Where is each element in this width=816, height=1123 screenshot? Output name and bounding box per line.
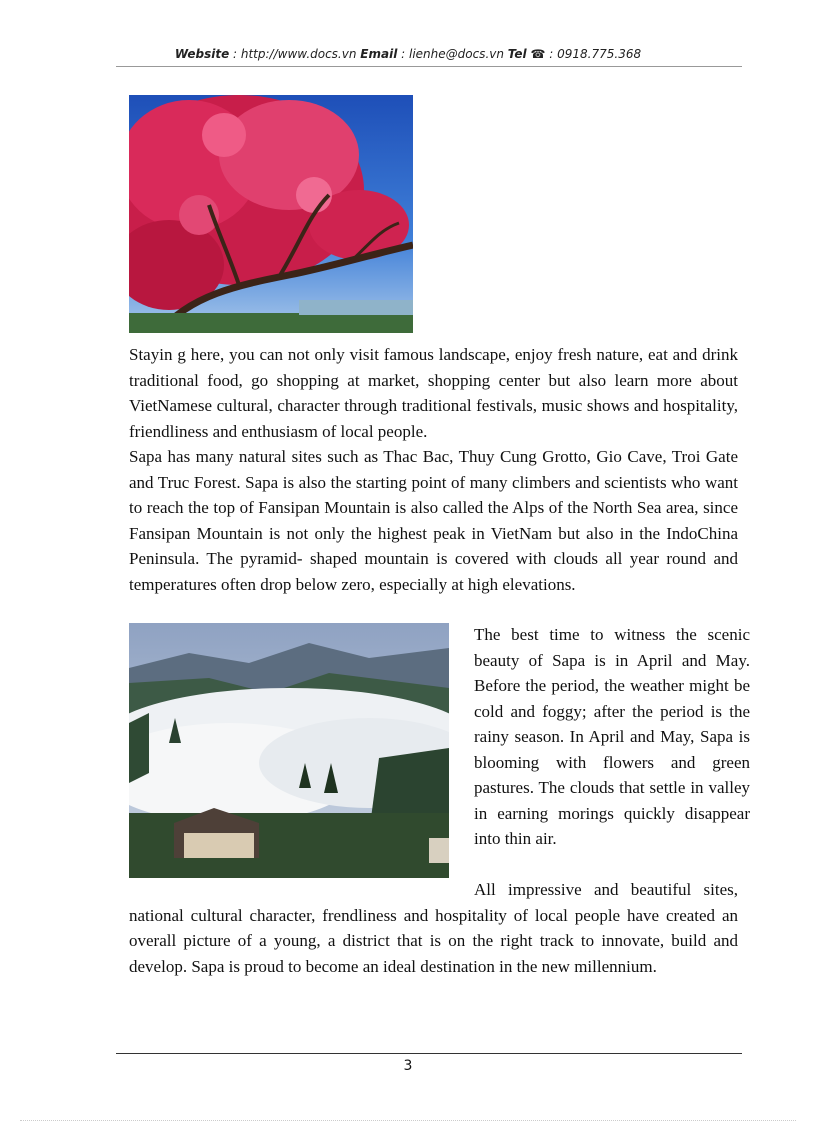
conclusion-text-block — [129, 877, 738, 979]
website-value: : http://www.docs.vn — [229, 47, 361, 61]
page-number: 3 — [403, 1058, 413, 1074]
tel-label: Tel — [507, 47, 527, 61]
paragraph-conclusion: All impressive and beautiful sites, national cultural character, frendliness and hospitality of local people have created an overall picture of a young, a district that is on the right track to innovate, build and develop. Sapa is proud to become an ideal destination in the new millennium. — [129, 880, 738, 976]
email-label: Email — [360, 47, 398, 61]
paragraph-staying: Stayin g here, you can not only visit famous landscape, enjoy fresh nature, eat and drink traditional food, go shopping at market, shopping center but also learn more about VietNamese cultural, character through traditional festivals, music shows and hospitality, friendliness and enthusiasm of local people. — [129, 345, 738, 441]
paragraph-best-time: The best time to witness the scenic beauty of Sapa is in April and May. Before the period, the weather might be cold and foggy; after the period is the rainy season. In April and May, Sapa is blooming with flowers and green pastures. The clouds that settle in valley in earning morings quickly disappear into thin air. — [474, 625, 750, 848]
header-divider — [116, 66, 742, 67]
page-bottom-dotted-line — [20, 1120, 796, 1121]
footer-divider — [116, 1053, 742, 1054]
tel-value: : 0918.775.368 — [545, 47, 642, 61]
foggy-valley-photo — [129, 623, 449, 878]
intro-text-block — [129, 342, 738, 597]
cherry-blossom-photo — [129, 95, 413, 333]
best-time-text-block — [474, 622, 750, 852]
paragraph-natural-sites: Sapa has many natural sites such as Thac Bac, Thuy Cung Grotto, Gio Cave, Troi Gate and Truc Forest. Sapa is also the starting point of many climbers and scientists who want to reach the top of Fansipan Mountain is also called the Alps of the North Sea area, since Fansipan Mountain is not only the highest peak in VietNam but also in the IndoChina Peninsula. The pyramid- shaped mountain is covered with clouds all year round and temperatures often drop below zero, especially at high elevations. — [129, 447, 738, 594]
email-value: : lienhe@docs.vn — [397, 47, 508, 61]
website-label: Website — [174, 47, 230, 61]
phone-icon: ☎ — [530, 47, 546, 61]
page-header — [0, 47, 816, 61]
